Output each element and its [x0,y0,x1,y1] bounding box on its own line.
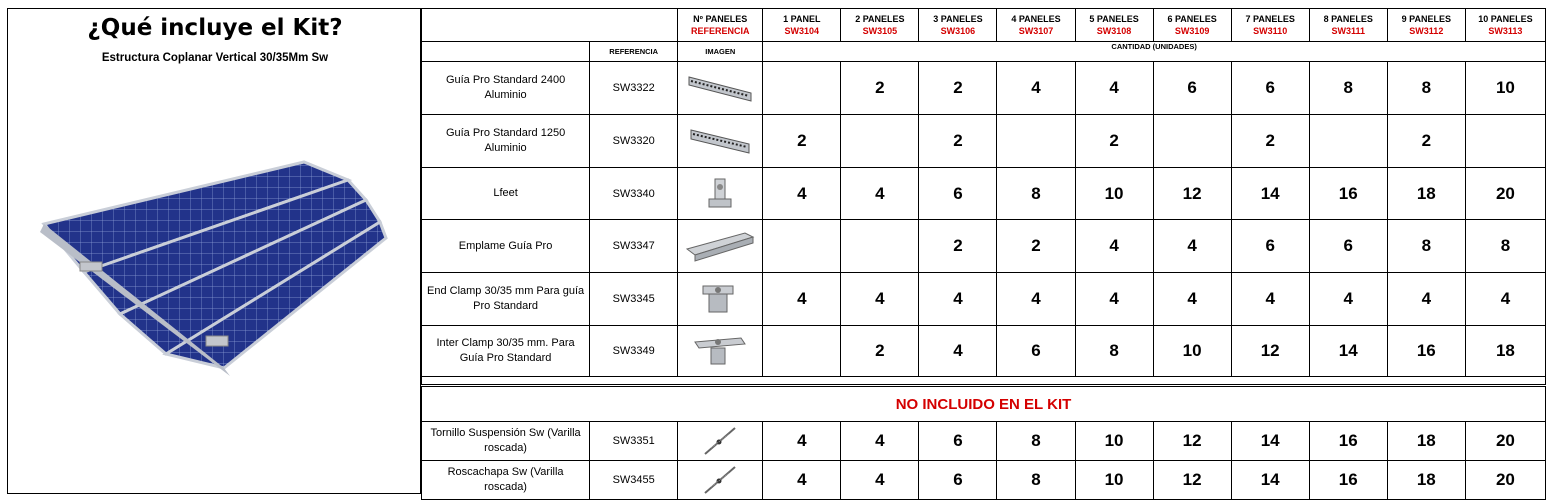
kit-header-1 [763,9,841,42]
qty-cell: 2 [1387,115,1465,168]
qty-cell: 12 [1153,168,1231,220]
end-clamp-icon [685,280,755,318]
image-col-header: IMAGEN [678,42,763,62]
product-ref: SW3345 [590,273,678,326]
qty-cell: 12 [1153,422,1231,461]
lfeet-icon [685,175,755,213]
qty-cell: 6 [919,168,997,220]
kit-ref-label: SW3105 [862,26,898,36]
qty-cell: 4 [1075,273,1153,326]
product-name: Guía Pro Standard 2400 Aluminio [422,62,590,115]
qty-cell: 4 [1075,220,1153,273]
qty-cell: 4 [841,461,919,500]
kit-ref-label: SW3104 [784,26,820,36]
qty-cell: 6 [919,422,997,461]
qty-cell: 4 [997,62,1075,115]
kit-header-8 [1309,9,1387,42]
qty-cell [841,115,919,168]
product-ref: SW3351 [590,422,678,461]
qty-cell: 8 [997,422,1075,461]
qty-cell: 18 [1465,326,1545,377]
qty-cell: 2 [763,115,841,168]
qty-cell: 10 [1075,422,1153,461]
qty-cell: 6 [1231,62,1309,115]
product-image [678,62,763,115]
qty-cell: 4 [1075,62,1153,115]
kit-header-10 [1465,9,1545,42]
qty-cell: 2 [841,326,919,377]
kit-ref-label: SW3111 [1331,26,1366,36]
qty-cell: 14 [1231,461,1309,500]
qty-cell: 2 [919,220,997,273]
rail-long-icon [685,69,755,107]
qty-cell: 4 [763,422,841,461]
header-row-panels [422,9,1546,42]
product-name: Tornillo Suspensión Sw (Varilla roscada) [422,422,590,461]
qty-cell: 20 [1465,422,1545,461]
qty-cell: 18 [1387,422,1465,461]
qty-cell: 4 [1309,273,1387,326]
qty-cell [1153,115,1231,168]
kit-subtitle: Estructura Coplanar Vertical 30/35Mm Sw [101,52,329,64]
product-ref: SW3349 [590,326,678,377]
kit-header-3 [919,9,997,42]
qty-cell: 2 [997,220,1075,273]
qty-cell [841,220,919,273]
qty-cell [1465,115,1545,168]
product-ref: SW3347 [590,220,678,273]
qty-cell: 8 [1387,220,1465,273]
qty-cell: 4 [997,273,1075,326]
product-image [678,168,763,220]
kit-header-6 [1153,9,1231,42]
qty-cell: 10 [1075,168,1153,220]
qty-cell: 4 [919,326,997,377]
qty-cell: 12 [1231,326,1309,377]
qty-cell: 2 [919,115,997,168]
qty-cell: 14 [1231,168,1309,220]
qty-cell: 2 [1231,115,1309,168]
qty-cell: 8 [1387,62,1465,115]
section-spacer [422,377,1546,386]
kit-panels-label: 8 PANELES [1323,14,1373,24]
kit-panels-label: 6 PANELES [1167,14,1217,24]
qty-cell: 16 [1309,461,1387,500]
qty-cell: 20 [1465,461,1545,500]
product-name: Roscachapa Sw (Varilla roscada) [422,461,590,500]
kit-title: ¿Qué incluye el Kit? [87,15,343,41]
ref-col-header: REFERENCIA [590,42,678,62]
kit-panels-label: 1 PANEL [783,14,821,24]
product-ref: SW3340 [590,168,678,220]
qty-cell: 16 [1387,326,1465,377]
qty-cell: 6 [1153,62,1231,115]
not-included-banner-row [422,386,1546,422]
qty-cell: 6 [919,461,997,500]
table-row [422,273,1546,326]
qty-cell: 2 [841,62,919,115]
not-included-banner: NO INCLUIDO EN EL KIT [422,386,1546,422]
product-name: End Clamp 30/35 mm Para guía Pro Standard [422,273,590,326]
kit-ref-label: SW3109 [1174,26,1210,36]
kit-overview-panel [7,8,421,494]
table-row [422,326,1546,377]
qty-cell: 8 [1465,220,1545,273]
product-image [678,461,763,500]
qty-cell: 4 [1465,273,1545,326]
product-image [678,273,763,326]
qty-cell: 16 [1309,422,1387,461]
qty-cell [763,326,841,377]
kit-ref-label: SW3107 [1018,26,1054,36]
kit-header-7 [1231,9,1309,42]
kit-header-9 [1387,9,1465,42]
table-row [422,461,1546,500]
qty-cell: 6 [997,326,1075,377]
product-ref: SW3320 [590,115,678,168]
qty-cell: 4 [1231,273,1309,326]
product-image [678,326,763,377]
kit-panels-label: 10 PANELES [1478,14,1533,24]
qty-cell: 4 [841,168,919,220]
product-name: Inter Clamp 30/35 mm. Para Guía Pro Standard [422,326,590,377]
threaded-rod-icon [685,422,755,460]
qty-cell: 4 [841,273,919,326]
panels-header-cell [678,9,763,42]
kit-panels-label: 9 PANELES [1401,14,1451,24]
qty-cell: 4 [841,422,919,461]
rail-short-icon [685,122,755,160]
qty-cell: 4 [763,461,841,500]
qty-cell: 4 [919,273,997,326]
product-name: Guía Pro Standard 1250 Aluminio [422,115,590,168]
kit-header-5 [1075,9,1153,42]
qty-cell: 8 [997,168,1075,220]
table-row [422,422,1546,461]
kit-header-2 [841,9,919,42]
product-ref: SW3322 [590,62,678,115]
qty-cell: 6 [1231,220,1309,273]
product-ref: SW3455 [590,461,678,500]
kit-ref-label: SW3108 [1096,26,1132,36]
kit-components-table [421,8,1546,500]
kit-ref-label: SW3112 [1409,26,1444,36]
threaded-rod-icon [685,461,755,499]
reference-label-red: REFERENCIA [690,26,750,36]
table-row [422,220,1546,273]
qty-cell: 14 [1309,326,1387,377]
qty-cell: 18 [1387,168,1465,220]
qty-cell: 4 [1387,273,1465,326]
kit-panels-label: 3 PANELES [933,14,983,24]
qty-cell [1309,115,1387,168]
inter-clamp-icon [685,332,755,370]
kit-panels-label: 2 PANELES [855,14,905,24]
qty-cell [763,220,841,273]
kit-ref-label: SW3110 [1253,26,1288,36]
qty-cell: 6 [1309,220,1387,273]
qty-cell: 2 [919,62,997,115]
product-name: Emplame Guía Pro [422,220,590,273]
qty-cell: 8 [997,461,1075,500]
product-image [678,422,763,461]
qty-cell: 12 [1153,461,1231,500]
table-row [422,115,1546,168]
qty-cell: 8 [1309,62,1387,115]
qty-cell: 18 [1387,461,1465,500]
kit-panels-label: 5 PANELES [1089,14,1139,24]
qty-cell: 4 [763,273,841,326]
qty-cell: 2 [1075,115,1153,168]
kit-panels-label: 4 PANELES [1011,14,1061,24]
product-image [678,115,763,168]
table-row [422,62,1546,115]
qty-cell [997,115,1075,168]
qty-cell: 20 [1465,168,1545,220]
kit-ref-label: SW3106 [940,26,976,36]
qty-cell: 4 [763,168,841,220]
qty-cell: 10 [1153,326,1231,377]
product-image [678,220,763,273]
kit-panels-label: 7 PANELES [1245,14,1295,24]
qty-cell: 10 [1465,62,1545,115]
header-row-columns [422,42,1546,62]
qty-cell: 10 [1075,461,1153,500]
name-col-header [422,42,590,62]
qty-cell: 8 [1075,326,1153,377]
product-name: Lfeet [422,168,590,220]
qty-cell: 4 [1153,220,1231,273]
qty-cell: 14 [1231,422,1309,461]
qty-cell: 4 [1153,273,1231,326]
kit-ref-label: SW3113 [1488,26,1523,36]
table-row [422,168,1546,220]
kit-header-4 [997,9,1075,42]
qty-cell [763,62,841,115]
qty-cell: 16 [1309,168,1387,220]
quantity-header: CANTIDAD (UNIDADES) [763,42,1546,62]
splice-icon [685,227,755,265]
header-blank [422,9,678,42]
solar-panel-array-illustration [36,154,392,384]
panels-label: Nº PANELES [693,14,748,24]
